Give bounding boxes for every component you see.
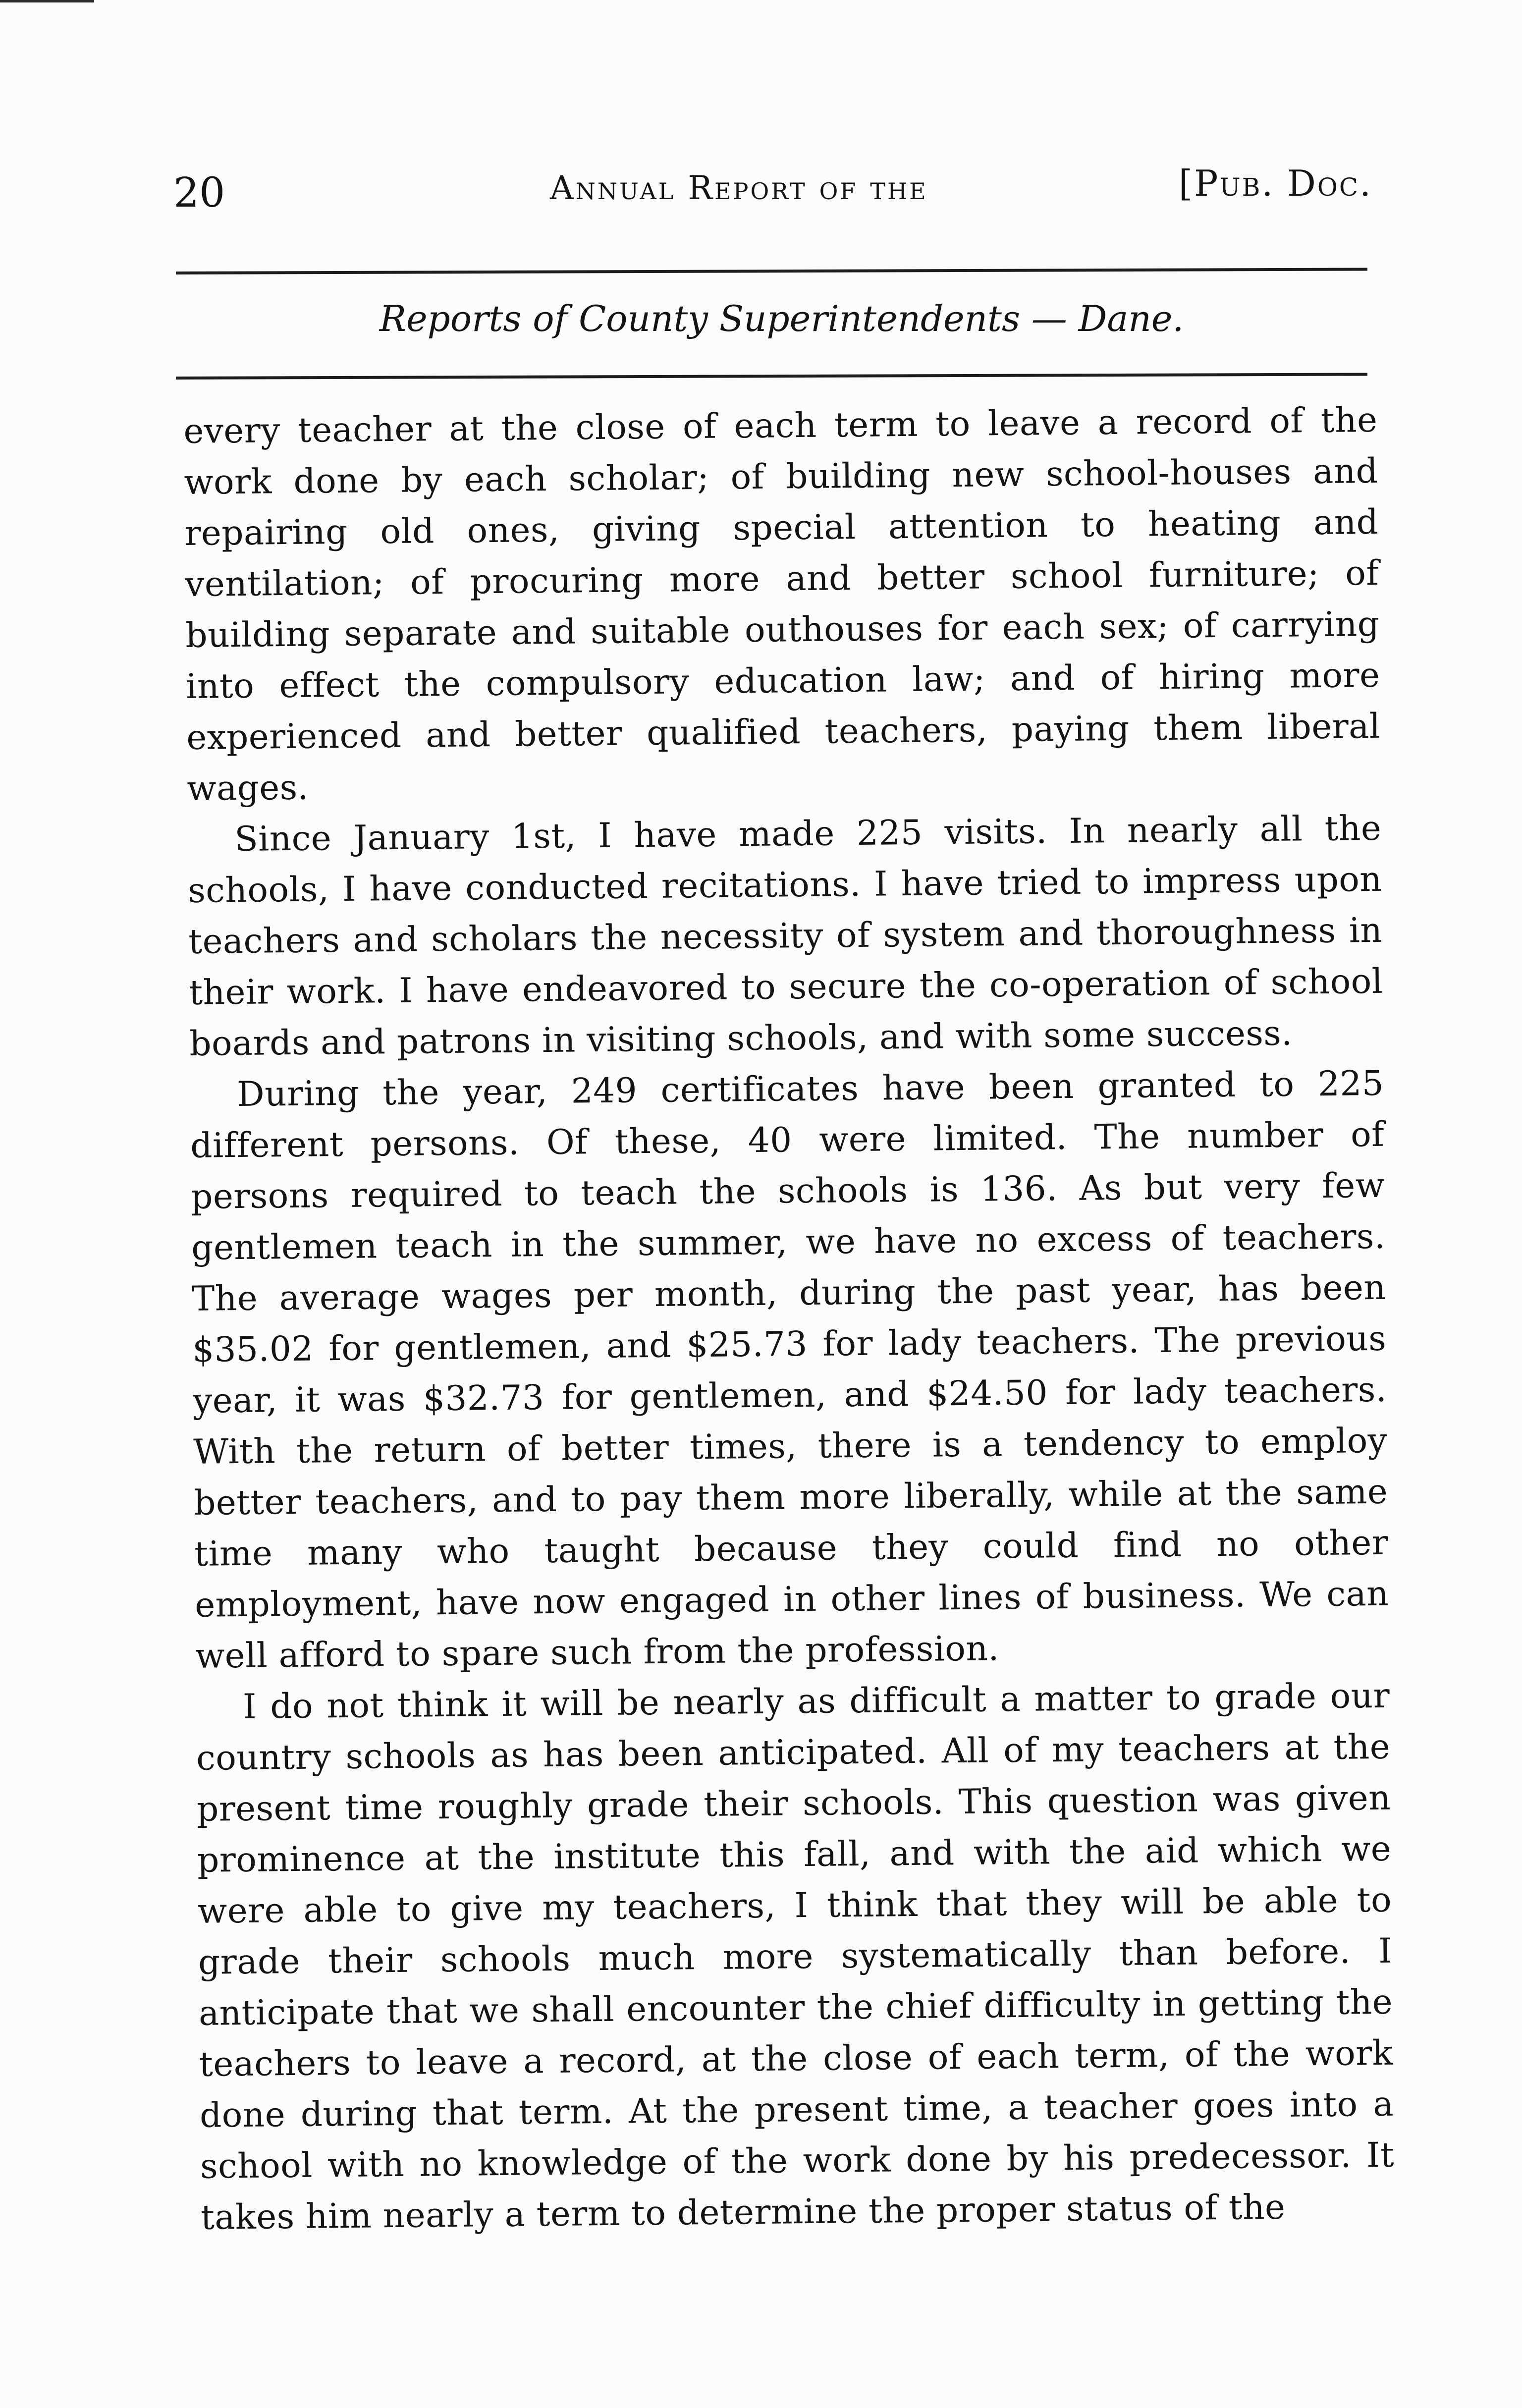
page-number: 20 — [173, 169, 225, 217]
header-rule-top — [176, 268, 1367, 274]
paragraph-certificates: During the year, 249 certificates have been granted to 225 different persons. Of these, 40 were limited. The number of persons required to teach the schools is 136. As but very few gentlemen teach in the summer, we have no excess of teachers. The average wages per month, during the past year, has been $35.02 for gentlemen, and $25.73 for lady teachers. The previous year, it was $32.73 for gentlemen, and $24.50 for lady teachers. With the return of better times, there is a tendency to employ better teachers, and to pay them more liberally, while at the same time many who taught because they could find no other employment, have now engaged in other lines of business. We can well afford to spare such from the profession. — [190, 1063, 1389, 1676]
running-title: Annual Report of the — [550, 169, 928, 207]
section-title: Reports of County Superintendents — Dane. — [379, 298, 1184, 339]
body-text — [183, 395, 1395, 2244]
document-mark: [Pub. Doc. — [1178, 163, 1372, 204]
page-header — [173, 159, 1372, 218]
paragraph-grading: I do not think it will be nearly as difficult a matter to grade our country schools as has been anticipated. All of my teachers at the present time roughly grade their schools. This question was given prominence at the institute this fall, and with the aid which we were able to give my teachers, I think that they will be able to grade their schools much more systematically than before. I anticipate that we shall encounter the chief difficulty in getting the teachers to leave a record, at the close of each term, of the work done during that term. At the present time, a teacher goes into a school with no knowledge of the work done by his predecessor. It takes him nearly a term to determine the proper status of the — [196, 1676, 1395, 2238]
paragraph-continued: every teacher at the close of each term to leave a record of the work done by each scholar; of building new school-houses and repairing old ones, giving special attention to heating and ventilation; of procuring more and better school furniture; of building separate and suitable outhouses for each sex; of carrying into effect the compulsory education law; and of hiring more experienced and better qualified teachers, paying them liberal wages. — [183, 400, 1381, 809]
scan-edge-mark — [0, 0, 94, 2]
header-rule-bottom — [176, 373, 1367, 380]
paragraph-visits: Since January 1st, I have made 225 visits. In nearly all the schools, I have conducted recitations. I have tried to impress upon teachers and scholars the necessity of system and thoroughness in their work. I have endeavored to secure the co-operation of school boards and patrons in visiting schools, and with some success. — [188, 808, 1383, 1064]
